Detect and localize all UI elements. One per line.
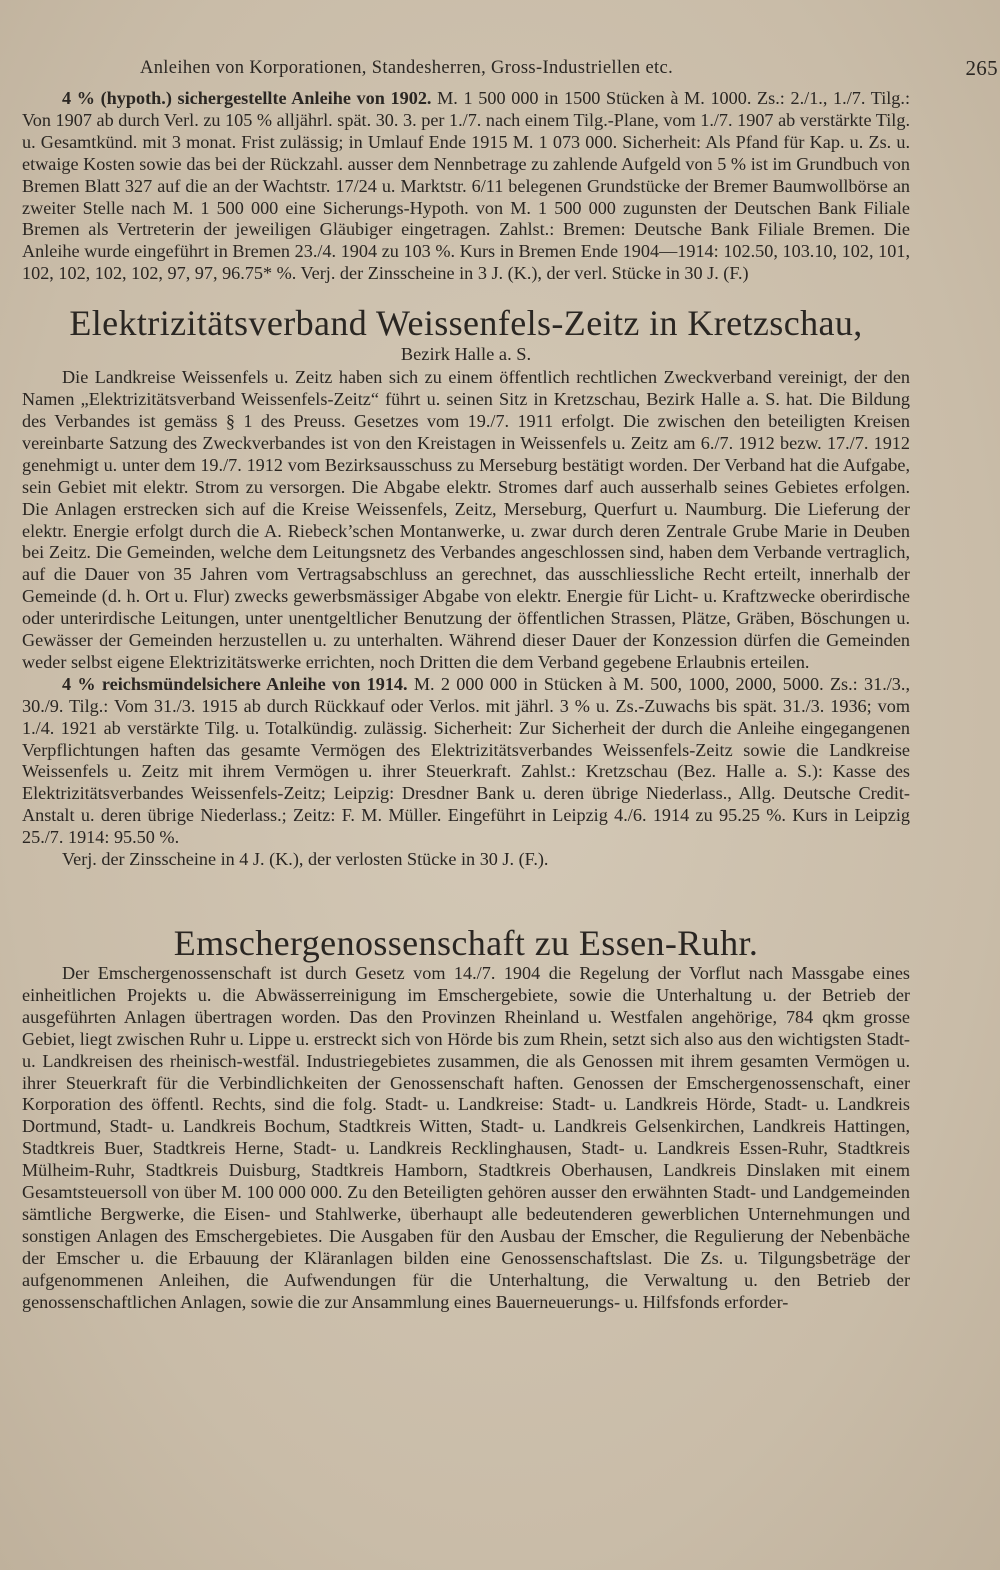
section-title-emschergenossenschaft: Emschergenossenschaft zu Essen-Ruhr. [173, 923, 759, 963]
elektrizitaetsverband-verjaehrung: Verj. der Zinsscheine in 4 J. (K.), der verlosten Stücke in 30 J. (F.). [62, 849, 549, 870]
section-subtitle: Bezirk Halle a. S. [400, 344, 532, 365]
bremen-bond-title: 4 % (hypoth.) sichergestellte Anleihe von 1902. [62, 88, 432, 108]
elektrizitaetsverband-bond-paragraph [22, 674, 910, 849]
elektrizitaetsverband-bond-title: 4 % reichsmündelsichere Anleihe von 1914. [62, 673, 408, 694]
bremen-bond-text: M. 1 500 000 in 1500 Stücken à M. 1000. Zs.: 2./1., 1./7. Tilg.: Von 1907 ab durch Verl. zu 105 % alljährl. spät. 30. 3. per 1./7. nach einem Tilg.-Plane, vom 1./7. 1907 ab verstärkte Tilg. u. Gesamtkünd. mit 3 monat. Frist zulässig; in Umlauf Ende 1915 M. 1 073 000. Sicherheit: Als Pfand für Kap. u. Zs. u. etwaige Kosten sowie das bei der Rückzahl. ausser dem Nennbetrage zu zahlende Aufgeld von 5 % ist im Grundbuch von Bremen Blatt 327 auf die an der Wachtstr. 17/24 u. Marktstr. 6/11 belegenen Grundstücke der Bremer Baumwollbörse an zweiter Stelle nach M. 1 500 000 eine Sicherungs-Hypoth. von M. 1 500 000 zugunsten der Deutschen Bank Filiale Bremen als Vertreterin der jeweiligen Gläubiger eingetragen. Zahlst.: Bremen: Deutsche Bank Filiale Bremen. Die Anleihe wurde eingeführt in Bremen 23./4. 1904 zu 103 %. Kurs in Bremen Ende 1904—1914: 102.50, 103.10, 102, 101, 102, 102, 102, 102, 97, 97, 96.75* %. Verj. der Zinsscheine in 3 J. (K.), der verl. Stücke in 30 J. (F.) [22, 88, 910, 284]
running-head [22, 54, 998, 88]
emschergenossenschaft-text: Der Emschergenossenschaft ist durch Gesetz vom 14./7. 1904 die Regelung der Vorflut nach Massgabe eines einheitlichen Projekts u. die Abwässerreinigung im Emschergebiete, sowie die Unterhaltung u. der Betrieb der ausgeführten Anlagen übertragen worden. Das den Provinzen Rheinland u. Westfalen angehörige, 784 qkm grosse Gebiet, liegt zwischen Ruhr u. Lippe u. erstreckt sich von Hörde bis zum Rhein, setzt sich also aus den wichtigsten Stadt- u. Landkreisen des rheinisch-westfäl. Industriegebietes zusammen, die als Genossen mit ihrem gesamten Vermögen u. ihrer Steuerkraft für die Verbindlichkeiten der Genossenschaft haften. Genossen der Emschergenossenschaft, einer Korporation des öffentl. Rechts, sind die folg. Stadt- u. Landkreise: Stadt- u. Landkreis Hörde, Stadt- u. Landkreis Dortmund, Stadt- u. Landkreis Bochum, Stadtkreis Witten, Stadt- u. Landkreis Gelsenkirchen, Landkreis Hattingen, Stadtkreis Buer, Stadtkreis Herne, Stadt- u. Landkreis Recklinghausen, Stadt- u. Landkreis Essen-Ruhr, Stadtkreis Mülheim-Ruhr, Stadtkreis Duisburg, Stadtkreis Hamborn, Stadtkreis Oberhausen, Landkreis Dinslaken mit einem Gesamtsteuersoll von über M. 100 000 000. Zu den Beteiligten gehören ausser den erwähnten Stadt- und Landgemeinden sämtliche Bergwerke, die Eisen- und Stahlwerke, überhaupt alle bedeutenderen gewerblichen Unternehmungen und sonstigen Anlagen des Emschergebietes. Die Ausgaben für den Ausbau der Emscher, die Regulierung der Nebenbäche der Emscher u. die Erbauung der Kläranlagen bilden eine Genossenschaftslast. Die Zs. u. Tilgungsbeträge der aufgenommenen Anleihen, die Aufwendungen für die Unterhaltung, die Verwaltung u. den Betrieb der genossenschaftlichen Anlagen, sowie die zur Ansammlung eines Bauerneuerungs- u. Hilfsfonds erforder- [22, 963, 910, 1312]
page-number: 265 [965, 56, 998, 80]
section-title-elektrizitaetsverband: Elektrizitätsverband Weissenfels-Zeitz in Kretzschau, [69, 303, 863, 344]
elektrizitaetsverband-bond-text: M. 2 000 000 in Stücken à M. 500, 1000, 2000, 5000. Zs.: 31./3., 30./9. Tilg.: Vom 31./3. 1915 ab durch Rückkauf oder Verlos. mit jährl. 3 % u. Zs.-Zuwachs bis spät. 31./3. 1936; vom 1./4. 1921 ab verstärkte Tilg. u. Totalkündig. zulässig. Sicherheit: Zur Sicherheit der durch die Anleihe eingegangenen Verpflichtungen haften das gesamte Vermögen des Elektrizitätsverbandes Weissenfels-Zeitz sowie die Landkreise Weissenfels u. Zeitz mit ihrem Vermögen u. ihrer Steuerkraft. Zahlst.: Kretzschau (Bez. Halle a. S.): Kasse des Elektrizitätsverbandes Weissenfels-Zeitz; Leipzig: Dresdner Bank u. deren übrige Niederlass., Allg. Deutsche Credit-Anstalt u. deren übrige Niederlass.; Zeitz: F. M. Müller. Eingeführt in Leipzig 4./6. 1914 zu 95.25 %. Kurs in Leipzig 25./7. 1914: 95.50 %. [22, 673, 910, 848]
running-head-title: Anleihen von Korporationen, Standesherren, Gross-Industriellen etc. [140, 58, 674, 78]
elektrizitaetsverband-intro: Die Landkreise Weissenfels u. Zeitz haben sich zu einem öffentlich rechtlichen Zweckverband vereinigt, der den Namen „Elektrizitätsverband Weissenfels-Zeitz“ führt u. seinen Sitz in Kretzschau, Bezirk Halle a. S. hat. Die Bildung des Verbandes ist gemäss § 1 des Preuss. Gesetzes vom 19./7. 1911 erfolgt. Die zwischen den beteiligten Kreisen vereinbarte Satzung des Zweckverbandes ist von den Kreistagen in Weissenfels u. Zeitz am 6./7. 1912 bezw. 17./7. 1912 genehmigt u. unter dem 19./7. 1912 vom Bezirksausschuss zu Merseburg bestätigt worden. Der Verband hat die Aufgabe, sein Gebiet mit elektr. Strom zu versorgen. Die Abgabe elektr. Stromes darf auch ausserhalb seines Gebietes erfolgen. Die Anlagen erstrecken sich auf die Kreise Weissenfels, Zeitz, Merseburg, Querfurt u. Naumburg. Die Lieferung der elektr. Energie erfolgt durch die A. Riebeck’schen Montanwerke, u. zwar durch deren Zentrale Grube Marie in Deuben bei Zeitz. Die Gemeinden, welche dem Leitungsnetz des Verbandes angeschlossen sind, haben dem Verbande vertraglich, auf die Dauer von 35 Jahren vom Vertragsabschluss an gerechnet, das ausschliessliche Recht erteilt, innerhalb der Gemeinde (d. h. Ort u. Flur) zwecks gewerbsmässiger Abgabe von elektr. Energie für Licht- u. Kraftzwecke oberirdische oder unterirdische Leitungen, unter unentgeltlicher Benutzung der öffentlichen Strassen, Plätze, Gräben, Böschungen u. Gewässer der Gemeinden herzustellen u. zu unterhalten. Während dieser Dauer der Konzession dürfen die Gemeinden weder selbst eigene Elektrizitätswerke errichten, noch Dritten die dem Verband gegebene Erlaubnis erteilen. [22, 367, 910, 672]
bremen-bond-paragraph [22, 88, 910, 285]
